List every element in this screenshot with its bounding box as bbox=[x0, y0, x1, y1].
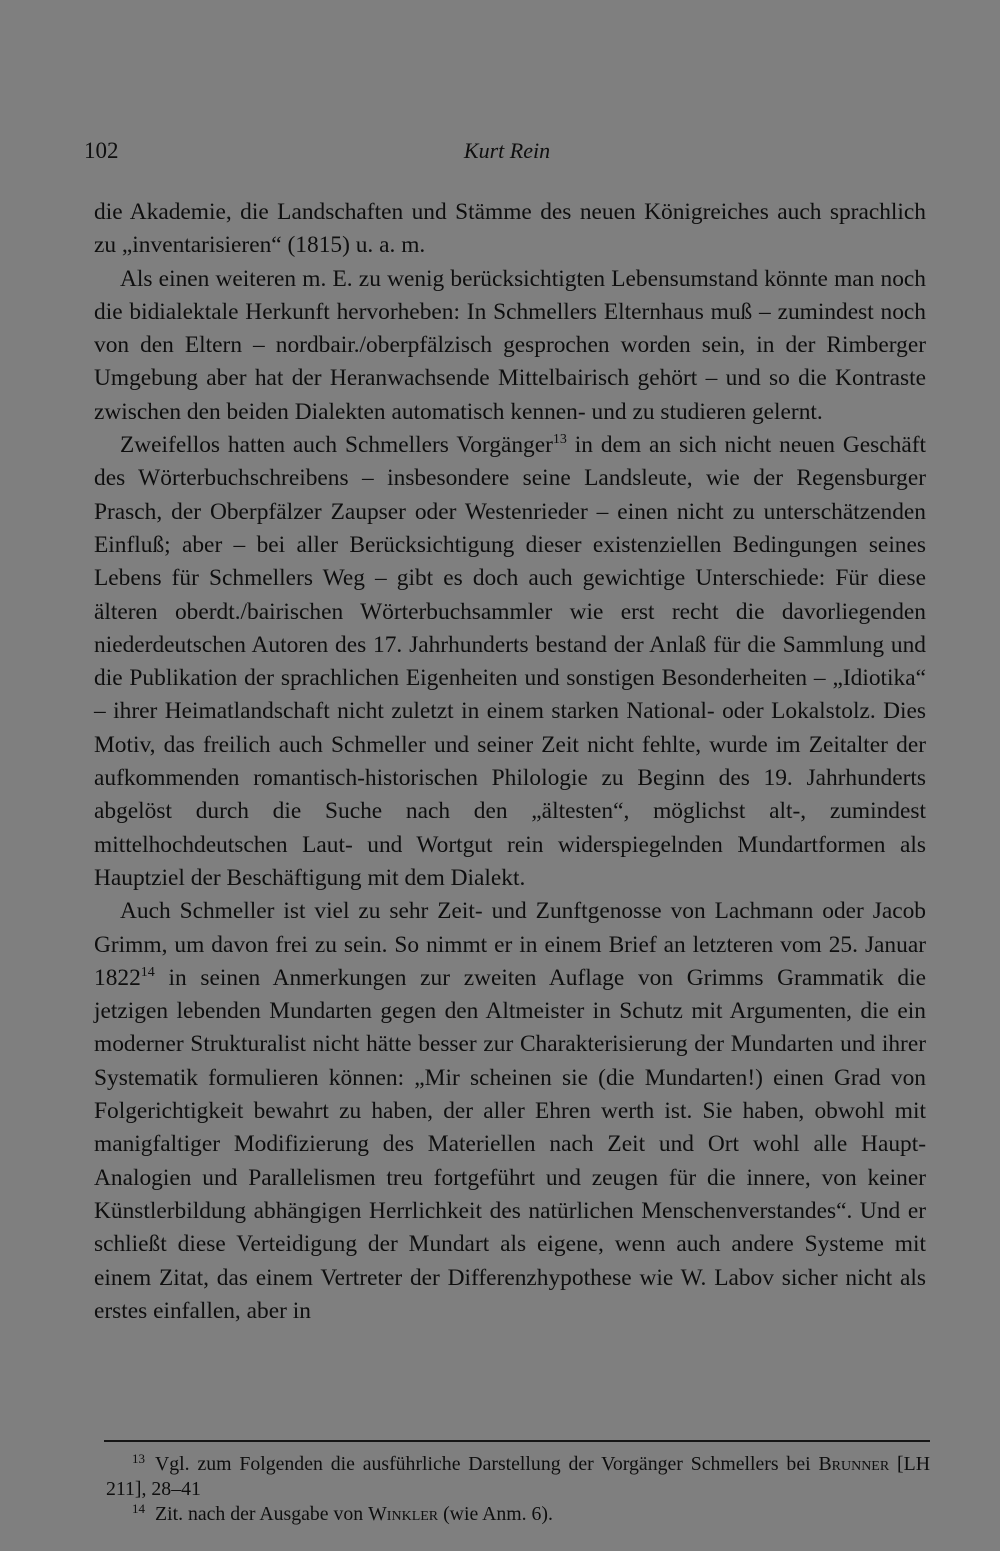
page-header bbox=[84, 138, 930, 174]
footnote-separator bbox=[104, 1440, 930, 1442]
footnote-number: 14 bbox=[132, 1501, 145, 1516]
paragraph bbox=[94, 429, 926, 895]
paragraph-text: in dem an sich nicht neuen Geschäft des Wörterbuchschreibens – insbesondere seine Landsleute, wie der Regensburger Prasch, der Oberpfälzer Zaupser oder Westenrieder – einen nicht zu unterschätzenden Einfluß; aber – bei aller Berücksichtigung dieser existenziellen Bedingungen seines Lebens für Schmellers Weg – gibt es doch auch gewichtige Unterschiede: Für diese älteren oberdt./bairischen Wörterbuchsammler wie erst recht die davorliegenden niederdeutschen Autoren des 17. Jahrhunderts bestand der Anlaß für die Sammlung und die Publikation der sprachlichen Eigenheiten und sonstigen Besonderheiten – „Idiotika“ – ihrer Heimatlandschaft nicht zuletzt in einem starken National- oder Lokalstolz. Dies Motiv, das freilich auch Schmeller und seiner Zeit nicht fehlte, wurde im Zeitalter der aufkommenden romantisch-historischen Philologie zu Beginn des 19. Jahrhunderts abgelöst durch die Suche nach den „ältesten“, möglichst alt-, zumindest mittelhochdeutschen Laut- und Wortgut rein widerspiegelnden Mundartformen als Hauptziel der Beschäftigung mit dem Dialekt. bbox=[94, 432, 926, 891]
footnote-reference[interactable]: 14 bbox=[140, 964, 155, 980]
paragraph-text: Auch Schmeller ist viel zu sehr Zeit- und Zunftgenosse von Lachmann oder Jacob Grimm, um davon frei zu sein. So nimmt er in einem Brief an letzteren vom 25. Januar 1822 bbox=[94, 898, 926, 991]
paragraph-text: Zweifellos hatten auch Schmellers Vorgänger bbox=[120, 432, 553, 459]
paragraph-text: in seinen Anmerkungen zur zweiten Auflage von Grimms Grammatik die jetzigen lebenden Mundarten gegen den Altmeister in Schutz mit Argumenten, die ein moderner Strukturalist nicht hätte besser zur Charakterisierung der Mundarten und ihrer Systematik formulieren können: „Mir scheinen sie (die Mundarten!) einen Grad von Folgerichtigkeit bewahrt zu haben, der aller Ehren werth ist. Sie haben, obwohl mit manigfaltiger Modifizierung des Materiellen nach Zeit und Ort wohl alle Haupt-Analogien und Parallelismen treu fortgeführt und zeugen für die innere, von keiner Künstlerbildung abhängigen Herrlichkeit des natürlichen Menschenverstandes“. Und er schließt diese Verteidigung der Mundart als eigene, wenn auch andere Systeme mit einem Zitat, das einem Vertreter der Differenzhypothese wie W. Labov sicher nicht als erstes einfallen, aber in bbox=[94, 964, 926, 1324]
footnote-number: 13 bbox=[132, 1451, 145, 1466]
footnote-text: Vgl. zum Folgenden die ausführliche Darstellung der Vorgänger Schmellers bei bbox=[155, 1453, 819, 1475]
paragraph bbox=[94, 196, 926, 263]
footnote bbox=[106, 1452, 930, 1502]
footnote bbox=[106, 1502, 930, 1527]
body-text bbox=[94, 196, 926, 1328]
page-number: 102 bbox=[84, 138, 119, 163]
footnote-text: Zit. nach der Ausgabe von bbox=[155, 1503, 369, 1525]
footnotes bbox=[106, 1452, 930, 1527]
paragraph bbox=[94, 263, 926, 429]
footnote-reference[interactable]: 13 bbox=[552, 432, 567, 448]
paragraph-text: die Akademie, die Landschaften und Stämme des neuen Königreiches auch sprachlich zu „inventarisieren“ (1815) u. a. m. bbox=[94, 199, 926, 259]
paragraph bbox=[94, 895, 926, 1328]
footnote-text: [LH 211], 28–41 bbox=[106, 1453, 930, 1500]
footnote-text: (wie Anm. 6). bbox=[438, 1503, 553, 1525]
running-head: Kurt Rein bbox=[463, 138, 551, 163]
footnote-author: Brunner bbox=[818, 1453, 890, 1475]
paragraph-text: Als einen weiteren m. E. zu wenig berücksichtigten Lebensumstand könnte man noch die bidialektale Herkunft hervorheben: In Schmellers Elternhaus muß – zumindest noch von den Eltern – nordbair./oberpfälzisch gesprochen worden sein, in der Rimberger Umgebung aber hat der Heranwachsende Mittelbairisch gehört – und so die Kontraste zwischen den beiden Dialekten automatisch kennen- und zu studieren gelernt. bbox=[94, 265, 926, 425]
footnote-author: Winkler bbox=[368, 1503, 439, 1525]
